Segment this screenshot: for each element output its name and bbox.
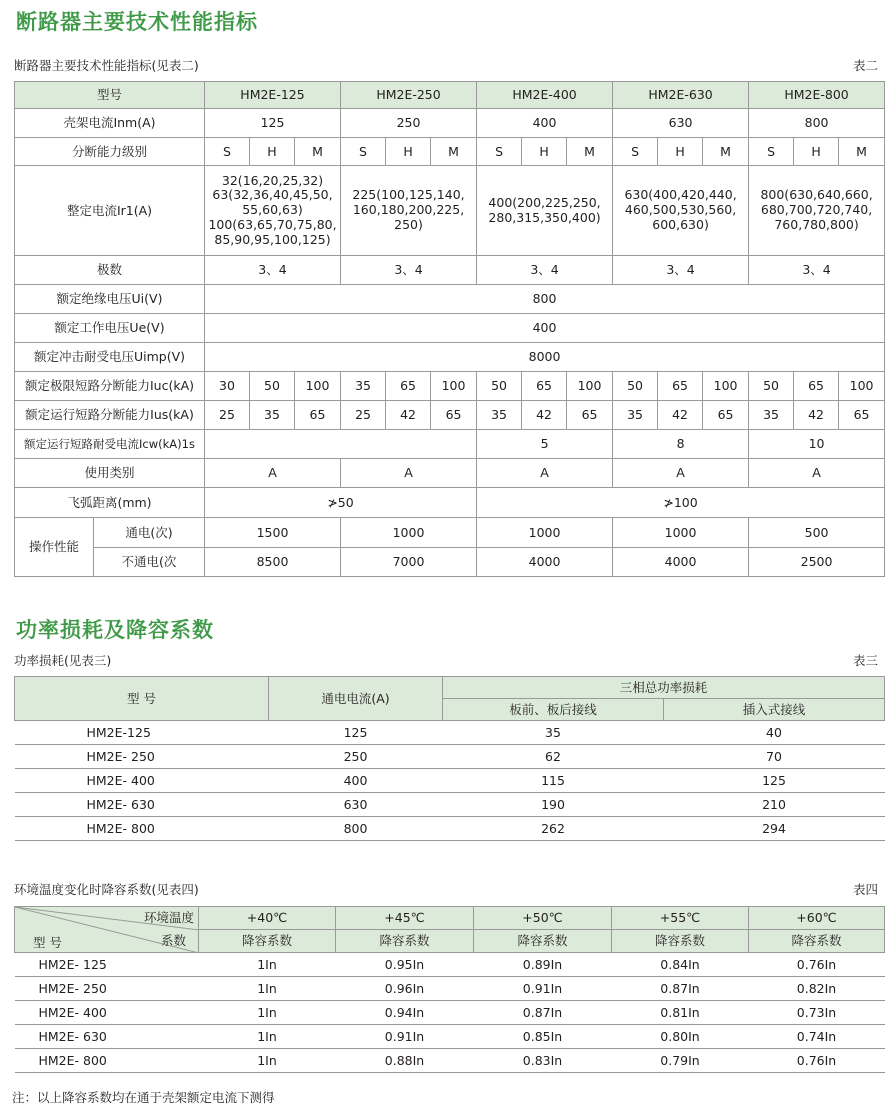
temp-header: +40℃ [199, 907, 336, 930]
ics-value: 35 [477, 401, 522, 430]
derate-value: 0.76In [749, 953, 885, 977]
ics-value: 65 [567, 401, 613, 430]
table-row [15, 1001, 885, 1025]
category-value: A [341, 459, 477, 488]
frame-current-value: 125 [205, 109, 341, 138]
derate-model: HM2E- 125 [15, 953, 199, 977]
breaking-level-value: M [431, 138, 477, 166]
loss-front: 35 [443, 721, 664, 745]
loss-plugin: 70 [664, 745, 885, 769]
derating-subheader: 降容系数 [612, 930, 749, 953]
breaking-level-value: S [613, 138, 658, 166]
breaking-level-value: S [477, 138, 522, 166]
derate-value: 0.80In [612, 1025, 749, 1049]
col-plugin-wiring: 插入式接线 [664, 699, 885, 721]
col-front-wiring: 板前、板后接线 [443, 699, 664, 721]
row-label: 极数 [15, 256, 205, 285]
icu-value: 100 [567, 372, 613, 401]
derate-model: HM2E- 250 [15, 977, 199, 1001]
ics-value: 25 [205, 401, 250, 430]
derating-subheader: 降容系数 [199, 930, 336, 953]
poles-value: 3、4 [613, 256, 749, 285]
operation-on-value: 1000 [341, 518, 477, 548]
icu-value: 100 [703, 372, 749, 401]
loss-model: HM2E- 630 [15, 793, 269, 817]
icu-value: 65 [522, 372, 567, 401]
poles-value: 3、4 [341, 256, 477, 285]
icu-value: 65 [794, 372, 839, 401]
row-label: 额定工作电压Ue(V) [15, 314, 205, 343]
ics-value: 42 [386, 401, 431, 430]
loss-front: 262 [443, 817, 664, 841]
row-label: 飞弧距离(mm) [15, 488, 205, 518]
spec-row [15, 518, 885, 548]
rated-current-value: 400(200,225,250, 280,315,350,400) [477, 166, 613, 256]
ics-value: 65 [295, 401, 341, 430]
breaking-level-value: H [794, 138, 839, 166]
loss-plugin: 40 [664, 721, 885, 745]
derate-value: 1In [199, 953, 336, 977]
spec-row [15, 109, 885, 138]
icu-value: 100 [839, 372, 885, 401]
derate-value: 0.76In [749, 1049, 885, 1073]
icu-value: 100 [295, 372, 341, 401]
derate-value: 0.85In [474, 1025, 612, 1049]
specs-table [14, 81, 885, 577]
derate-value: 1In [199, 1025, 336, 1049]
category-value: A [205, 459, 341, 488]
frame-current-value: 250 [341, 109, 477, 138]
arc-value: ≯100 [477, 488, 885, 518]
breaking-level-value: M [839, 138, 885, 166]
table-row [15, 953, 885, 977]
table-row [15, 817, 885, 841]
loss-front: 190 [443, 793, 664, 817]
derate-value: 0.84In [612, 953, 749, 977]
icu-value: 50 [477, 372, 522, 401]
icw-value [205, 430, 477, 459]
ics-value: 65 [703, 401, 749, 430]
spec-row [15, 285, 885, 314]
poles-value: 3、4 [477, 256, 613, 285]
icu-value: 35 [341, 372, 386, 401]
row-label: 使用类别 [15, 459, 205, 488]
breaking-level-value: M [295, 138, 341, 166]
derate-value: 0.96In [336, 977, 474, 1001]
operation-on-value: 500 [749, 518, 885, 548]
corner-model-label: 型 号 [33, 935, 62, 950]
spec-row [15, 256, 885, 285]
derate-model: HM2E- 800 [15, 1049, 199, 1073]
ui-value: 800 [205, 285, 885, 314]
derating-subheader: 降容系数 [749, 930, 885, 953]
operation-on-value: 1000 [613, 518, 749, 548]
breaking-level-value: S [205, 138, 250, 166]
row-label: 额定运行短路分断能力Ius(kA) [15, 401, 205, 430]
temp-header: +60℃ [749, 907, 885, 930]
loss-model: HM2E- 400 [15, 769, 269, 793]
derate-value: 0.73In [749, 1001, 885, 1025]
header-model-name: HM2E-125 [205, 82, 341, 109]
rated-current-value: 32(16,20,25,32) 63(32,36,40,45,50, 55,60,63) 100(63,65,70,75,80, 85,90,95,100,125) [205, 166, 341, 256]
rated-current-value: 225(100,125,140, 160,180,200,225, 250) [341, 166, 477, 256]
row-label: 额定冲击耐受电压Uimp(V) [15, 343, 205, 372]
spec-row [15, 138, 885, 166]
derate-value: 1In [199, 977, 336, 1001]
corner-coef-label: 系数 [160, 933, 186, 948]
power-loss-table [14, 676, 885, 841]
spec-row [15, 488, 885, 518]
loss-front: 115 [443, 769, 664, 793]
derate-value: 0.91In [336, 1025, 474, 1049]
derate-value: 0.81In [612, 1001, 749, 1025]
table4-number: 表四 [852, 882, 878, 897]
icu-value: 65 [386, 372, 431, 401]
table-row [15, 1049, 885, 1073]
derate-value: 0.82In [749, 977, 885, 1001]
derating-table [14, 906, 885, 1073]
spec-row [15, 166, 885, 256]
operation-off-value: 8500 [205, 547, 341, 577]
spec-row [15, 372, 885, 401]
ics-value: 35 [613, 401, 658, 430]
derate-model: HM2E- 630 [15, 1025, 199, 1049]
col-current: 通电电流(A) [269, 677, 443, 721]
derate-value: 0.79In [612, 1049, 749, 1073]
footnote: 注：以上降容系数均在通于壳架额定电流下测得 [12, 1090, 275, 1105]
icw-value: 10 [749, 430, 885, 459]
operation-label: 操作性能 [15, 518, 94, 576]
table4-caption: 环境温度变化时降容系数(见表四) [14, 882, 199, 897]
row-label: 壳架电流Inm(A) [15, 109, 205, 138]
breaking-level-value: M [567, 138, 613, 166]
operation-label-group [15, 518, 205, 577]
breaking-level-value: H [250, 138, 295, 166]
table3-number: 表三 [852, 653, 878, 668]
icu-value: 65 [658, 372, 703, 401]
header-model: 型号 [15, 82, 205, 109]
breaking-level-value: S [749, 138, 794, 166]
operation-on-value: 1000 [477, 518, 613, 548]
ics-value: 65 [839, 401, 885, 430]
category-value: A [749, 459, 885, 488]
loss-current: 250 [269, 745, 443, 769]
arc-value: ≯50 [205, 488, 477, 518]
rated-current-value: 800(630,640,660, 680,700,720,740, 760,780,800) [749, 166, 885, 256]
temp-header: +45℃ [336, 907, 474, 930]
icu-value: 30 [205, 372, 250, 401]
table-row [15, 1025, 885, 1049]
ics-value: 35 [749, 401, 794, 430]
operation-off-label: 不通电(次 [121, 554, 177, 570]
corner-cell [15, 907, 199, 953]
spec-row [15, 401, 885, 430]
frame-current-value: 630 [613, 109, 749, 138]
spec-row [15, 314, 885, 343]
uimp-value: 8000 [205, 343, 885, 372]
table-row [15, 721, 885, 745]
spec-row [15, 459, 885, 488]
ics-value: 35 [250, 401, 295, 430]
icu-value: 50 [250, 372, 295, 401]
section-heading-power-loss: 功率损耗及降容系数 [16, 618, 214, 642]
loss-front: 62 [443, 745, 664, 769]
ics-value: 42 [794, 401, 839, 430]
operation-on-value: 1500 [205, 518, 341, 548]
temp-header: +50℃ [474, 907, 612, 930]
category-value: A [613, 459, 749, 488]
row-label: 额定绝缘电压Ui(V) [15, 285, 205, 314]
table2-number: 表二 [852, 58, 878, 73]
rated-current-value: 630(400,420,440, 460,500,530,560, 600,630) [613, 166, 749, 256]
breaking-level-value: H [522, 138, 567, 166]
derate-value: 0.83In [474, 1049, 612, 1073]
ics-value: 65 [431, 401, 477, 430]
derate-value: 0.95In [336, 953, 474, 977]
operation-off-value: 4000 [477, 547, 613, 577]
operation-on-label: 通电(次) [94, 518, 204, 548]
header-model-name: HM2E-630 [613, 82, 749, 109]
ics-value: 42 [658, 401, 703, 430]
loss-plugin: 294 [664, 817, 885, 841]
loss-plugin: 210 [664, 793, 885, 817]
derate-value: 1In [199, 1049, 336, 1073]
ue-value: 400 [205, 314, 885, 343]
col-total-loss: 三相总功率损耗 [443, 677, 885, 699]
section-heading-specs: 断路器主要技术性能指标 [16, 10, 258, 34]
breaking-level-value: M [703, 138, 749, 166]
header-model-name: HM2E-800 [749, 82, 885, 109]
derate-value: 0.87In [474, 1001, 612, 1025]
operation-off-value: 4000 [613, 547, 749, 577]
loss-current: 400 [269, 769, 443, 793]
frame-current-value: 800 [749, 109, 885, 138]
header-model-name: HM2E-250 [341, 82, 477, 109]
derate-value: 0.91In [474, 977, 612, 1001]
table-row [15, 745, 885, 769]
temp-header: +55℃ [612, 907, 749, 930]
spec-row [15, 82, 885, 109]
icw-value: 8 [613, 430, 749, 459]
loss-current: 630 [269, 793, 443, 817]
row-label: 分断能力级别 [15, 138, 205, 166]
derate-value: 0.88In [336, 1049, 474, 1073]
corner-temp-label: 环境温度 [143, 910, 194, 925]
icw-value: 5 [477, 430, 613, 459]
loss-model: HM2E- 800 [15, 817, 269, 841]
derate-value: 0.94In [336, 1001, 474, 1025]
table-row [15, 793, 885, 817]
header-model-name: HM2E-400 [477, 82, 613, 109]
loss-plugin: 125 [664, 769, 885, 793]
icu-value: 100 [431, 372, 477, 401]
poles-value: 3、4 [205, 256, 341, 285]
category-value: A [477, 459, 613, 488]
operation-off-value: 7000 [341, 547, 477, 577]
breaking-level-value: S [341, 138, 386, 166]
breaking-level-value: H [658, 138, 703, 166]
icu-value: 50 [613, 372, 658, 401]
spec-row [15, 430, 885, 459]
ics-value: 25 [341, 401, 386, 430]
row-label: 整定电流Ir1(A) [15, 166, 205, 256]
loss-current: 125 [269, 721, 443, 745]
derate-model: HM2E- 400 [15, 1001, 199, 1025]
spec-row [15, 343, 885, 372]
table-row [15, 977, 885, 1001]
breaking-level-value: H [386, 138, 431, 166]
derate-value: 1In [199, 1001, 336, 1025]
table3-caption: 功率损耗(见表三) [14, 653, 112, 668]
row-label: 额定运行短路耐受电流Icw(kA)1s [15, 430, 205, 459]
icu-value: 50 [749, 372, 794, 401]
row-label: 额定极限短路分断能力Iuc(kA) [15, 372, 205, 401]
operation-off-value: 2500 [749, 547, 885, 577]
ics-value: 42 [522, 401, 567, 430]
table2-caption: 断路器主要技术性能指标(见表二) [14, 58, 199, 73]
frame-current-value: 400 [477, 109, 613, 138]
table-row [15, 769, 885, 793]
col-model: 型 号 [15, 677, 269, 721]
derating-subheader: 降容系数 [336, 930, 474, 953]
derating-subheader: 降容系数 [474, 930, 612, 953]
poles-value: 3、4 [749, 256, 885, 285]
loss-current: 800 [269, 817, 443, 841]
derate-value: 0.74In [749, 1025, 885, 1049]
derate-value: 0.87In [612, 977, 749, 1001]
derate-value: 0.89In [474, 953, 612, 977]
loss-model: HM2E-125 [15, 721, 269, 745]
loss-model: HM2E- 250 [15, 745, 269, 769]
